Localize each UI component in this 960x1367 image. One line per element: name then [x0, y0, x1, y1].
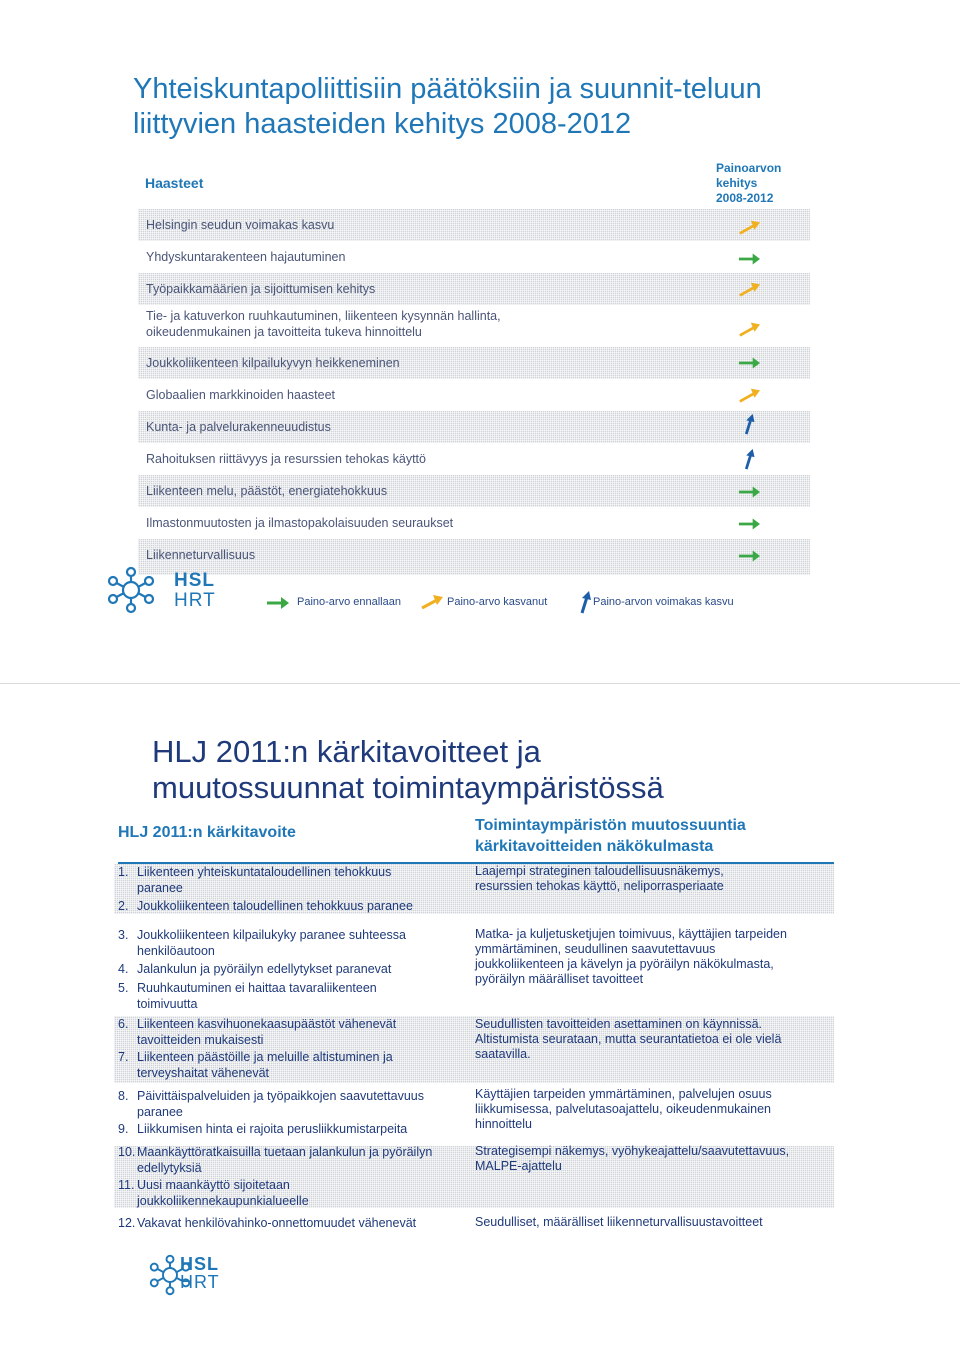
goal-number: 1.: [118, 865, 129, 879]
challenge-label: Joukkoliikenteen kilpailukyvyn heikkeneminen: [146, 356, 400, 370]
goal-number: 5.: [118, 981, 129, 995]
goal-text: Liikenteen kasvihuonekaasupäästöt vähenevät: [137, 1017, 397, 1031]
goal-number: 6.: [118, 1017, 129, 1031]
arrow-right-green-icon: [736, 513, 762, 535]
goal-item: [118, 898, 464, 914]
trend-text: liikkumisessa, palvelutasoajattelu, oikeudenmukainen: [475, 1102, 772, 1116]
goal-item: [118, 1121, 464, 1137]
column-header-trend: [475, 815, 835, 857]
arrow-right-green-icon: [266, 596, 290, 610]
challenge-row: [138, 539, 810, 575]
goal-text: paranee: [137, 881, 183, 895]
trend-text: Käyttäjien tarpeiden ymmärtäminen, palvelujen osuus: [475, 1087, 772, 1101]
goal-text: Liikenteen yhteiskuntataloudellinen tehokkuus: [137, 865, 392, 879]
legend: [266, 590, 806, 616]
goal-text: Päivittäispalveluiden ja työpaikkojen saavutettavuus: [137, 1089, 424, 1103]
challenge-row: [138, 241, 810, 273]
slide1-title: Yhteiskuntapoliittisiin päätöksiin ja suunnit-teluun liittyvien haasteiden kehitys 2008-2012: [133, 73, 762, 140]
goal-item: [118, 1215, 464, 1231]
trend-text: Matka- ja kuljetusketjujen toimivuus, käyttäjien tarpeiden: [475, 927, 787, 941]
goal-text: Maankäyttöratkaisuilla tuetaan jalankulun ja pyöräilyn: [137, 1145, 433, 1159]
goal-number: 12.: [118, 1216, 136, 1230]
goal-item: [118, 961, 464, 977]
column-header-painoarvo-line: kehitys: [716, 176, 758, 190]
challenge-label: Rahoituksen riittävyys ja resurssien tehokas käyttö: [146, 452, 426, 466]
goal-text: tavoitteiden mukaisesti: [137, 1033, 264, 1047]
challenge-row: [138, 305, 810, 347]
trend-text: resurssien tehokas käyttö, neliporrasperiaate: [475, 879, 724, 893]
goal-item: [118, 1016, 464, 1048]
trend-item: [475, 1144, 830, 1174]
challenge-label: Ilmastonmuutosten ja ilmastopakolaisuuden seuraukset: [146, 516, 454, 530]
goal-number: 2.: [118, 899, 129, 913]
goal-text: Vakavat henkilövahinko-onnettomuudet vähenevät: [137, 1216, 417, 1230]
challenge-label: Helsingin seudun voimakas kasvu: [146, 218, 335, 232]
goal-text: edellytyksiä: [137, 1161, 202, 1175]
trend-text: Strategisempi näkemys, vyöhykeajattelu/saavutettavuus,: [475, 1144, 790, 1158]
goal-item: [118, 1177, 464, 1209]
challenge-label: Tie- ja katuverkon ruuhkautuminen, liikenteen kysynnän hallinta,: [146, 309, 501, 323]
legend-label-grown: Paino-arvo kasvanut: [447, 596, 548, 608]
trend-text: ymmärtäminen, seudullinen saavutettavuus: [475, 942, 716, 956]
trend-text: pyöräilyn määrälliset tavoitteet: [475, 972, 644, 986]
arrow-right-green-icon: [736, 545, 762, 567]
arrow-up-blue-icon: [736, 413, 762, 435]
goal-number: 4.: [118, 962, 129, 976]
arrow-up-blue-icon: [578, 590, 592, 614]
hsl-logo: [148, 1252, 268, 1302]
trend-text: joukkoliikenteen ja kävelyn ja pyöräilyn näkökulmasta,: [475, 957, 774, 971]
goal-item: [118, 1144, 464, 1176]
challenge-row: [138, 475, 810, 507]
arrow-up-right-yellow-icon: [736, 278, 762, 300]
trend-text: Seudulliset, määrälliset liikenneturvallisuustavoitteet: [475, 1215, 763, 1229]
goal-text: henkilöautoon: [137, 944, 215, 958]
challenge-row: [138, 443, 810, 475]
challenge-label: Kunta- ja palvelurakenneuudistus: [146, 420, 331, 434]
goal-item: [118, 1088, 464, 1120]
trend-text: saatavilla.: [475, 1047, 531, 1061]
goal-item: [118, 980, 464, 1012]
column-header-painoarvo-line: 2008-2012: [716, 191, 774, 205]
legend-label-strong: Paino-arvon voimakas kasvu: [593, 596, 734, 608]
logo-text-hsl: HSL: [180, 1254, 219, 1274]
trend-text: MALPE-ajattelu: [475, 1159, 562, 1173]
challenge-row: [138, 507, 810, 539]
slide2-title: [152, 734, 872, 806]
column-header-goal: HLJ 2011:n kärkitavoite: [118, 824, 296, 841]
logo-text-hrt: HRT: [180, 1272, 220, 1292]
challenge-row: [138, 209, 810, 241]
goal-text: Joukkoliikenteen kilpailukyky paranee suhteessa: [137, 928, 406, 942]
slide2-title-line: muutossuunnat toimintaympäristössä: [152, 770, 664, 805]
challenge-row: [138, 347, 810, 379]
logo-text-hrt: HRT: [174, 590, 216, 611]
trend-text: Laajempi strateginen taloudellisuusnäkemys,: [475, 864, 724, 878]
arrow-up-blue-icon: [736, 448, 762, 470]
trend-item: [475, 927, 830, 987]
goal-text: Ruuhkautuminen ei haittaa tavaraliikenteen: [137, 981, 377, 995]
goal-text: toimivuutta: [137, 997, 198, 1011]
challenge-label: oikeudenmukainen ja tavoitteita tukeva hinnoittelu: [146, 325, 422, 339]
column-header-painoarvo: [716, 161, 796, 206]
challenge-label: Liikenneturvallisuus: [146, 548, 256, 562]
trend-item: [475, 1215, 830, 1230]
column-header-trend-line: kärkitavoitteiden näkökulmasta: [475, 838, 714, 855]
arrow-up-right-yellow-icon: [736, 216, 762, 238]
goal-text: Joukkoliikenteen taloudellinen tehokkuus paranee: [137, 899, 413, 913]
slide-challenges: [0, 0, 960, 683]
column-header-haasteet: Haasteet: [145, 175, 204, 191]
goal-text: Liikkumisen hinta ei rajoita perusliikkumistarpeita: [137, 1122, 408, 1136]
challenge-row: [138, 273, 810, 305]
goal-number: 3.: [118, 928, 129, 942]
trend-item: [475, 1017, 830, 1062]
column-header-painoarvo-line: Painoarvon: [716, 161, 782, 175]
goal-item: [118, 927, 464, 959]
goal-item: [118, 1049, 464, 1081]
goal-number: 8.: [118, 1089, 129, 1103]
arrow-up-right-yellow-icon: [736, 384, 762, 406]
goal-text: joukkoliikennekaupunkialueelle: [137, 1194, 309, 1208]
arrow-up-right-yellow-icon: [736, 318, 762, 340]
arrow-right-green-icon: [736, 481, 762, 503]
goal-number: 9.: [118, 1122, 129, 1136]
goal-text: terveyshaitat vähenevät: [137, 1066, 270, 1080]
goal-text: Uusi maankäyttö sijoitetaan: [137, 1178, 290, 1192]
goal-number: 7.: [118, 1050, 129, 1064]
slide2-title-line: HLJ 2011:n kärkitavoitteet ja: [152, 734, 541, 769]
arrow-right-green-icon: [736, 248, 762, 270]
challenge-label: Globaalien markkinoiden haasteet: [146, 388, 336, 402]
goal-text: Liikenteen päästöille ja meluille altistuminen ja: [137, 1050, 393, 1064]
legend-label-same: Paino-arvo ennallaan: [297, 596, 401, 608]
slide-goals: [0, 684, 960, 1367]
goal-number: 11.: [118, 1178, 135, 1192]
challenge-label: Yhdyskuntarakenteen hajautuminen: [146, 250, 346, 264]
arrow-right-green-icon: [736, 352, 762, 374]
goal-item: [118, 864, 464, 896]
challenge-row: [138, 411, 810, 443]
arrow-up-right-yellow-icon: [420, 594, 444, 610]
trend-item: [475, 864, 830, 894]
challenge-label: Työpaikkamäärien ja sijoittumisen kehitys: [146, 282, 376, 296]
challenge-label: Liikenteen melu, päästöt, energiatehokkuus: [146, 484, 388, 498]
challenge-row: [138, 379, 810, 411]
goal-text: paranee: [137, 1105, 183, 1119]
logo-text-hsl: HSL: [174, 570, 215, 591]
column-header-trend-line: Toimintaympäristön muutossuuntia: [475, 817, 746, 834]
trend-text: Seudullisten tavoitteiden asettaminen on käynnissä.: [475, 1017, 762, 1031]
hsl-logo-symbol-icon: [106, 566, 156, 614]
goal-number: 10.: [118, 1145, 136, 1159]
trend-text: hinnoittelu: [475, 1117, 532, 1131]
hsl-logo: [106, 566, 226, 616]
trend-text: Altistumista seurataan, mutta seurantatietoa ei ole vielä: [475, 1032, 782, 1046]
goal-text: Jalankulun ja pyöräilyn edellytykset paranevat: [137, 962, 392, 976]
trend-item: [475, 1087, 830, 1132]
